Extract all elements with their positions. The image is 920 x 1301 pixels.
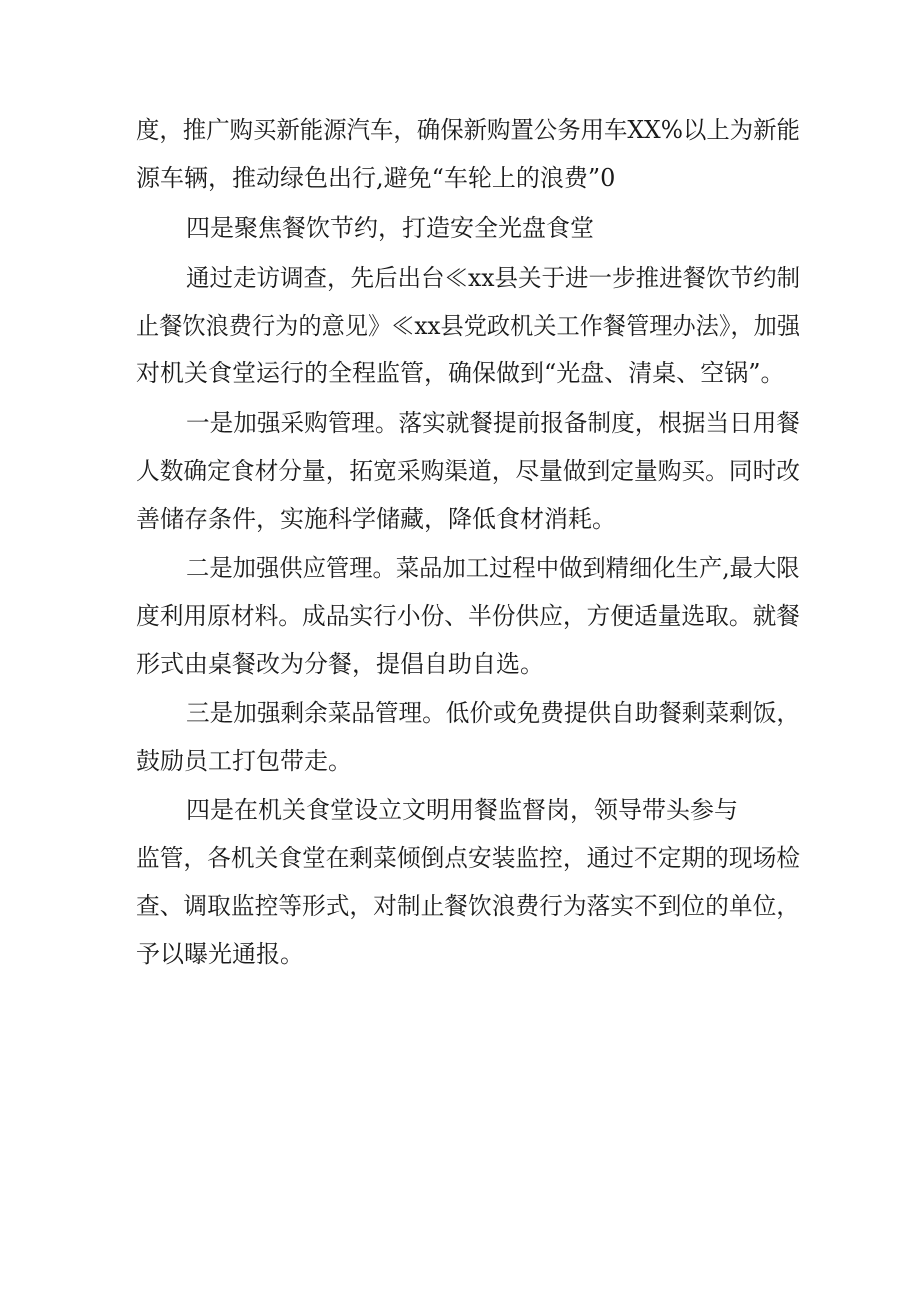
- text-line-4: 通过走访调查，先后出台≪xx县关于进一步推进餐饮节约制: [186, 264, 801, 292]
- text-line-7: 一是加强采购管理。落实就餐提前报备制度，根据当日用餐: [186, 409, 801, 437]
- text-line-10: 二是加强供应管理。菜品加工过程中做到精细化生产,最大限: [186, 554, 800, 582]
- text-line-1: 度，推广购买新能源汽车，确保新购置公务用车XX%以上为新能: [136, 116, 800, 144]
- text-line-18: 予以曝光通报。: [136, 940, 304, 968]
- text-line-5: 止餐饮浪费行为的意见》≪xx县党政机关工作餐管理办法》，加强: [136, 312, 801, 340]
- text-line-16: 监管，各机关食堂在剩菜倾倒点安装监控，通过不定期的现场检: [136, 844, 801, 872]
- text-line-13: 三是加强剩余菜品管理。低价或免费提供自助餐剩菜剩饭，: [186, 699, 801, 727]
- text-line-11: 度利用原材料。成品实行小份、半份供应，方便适量选取。就餐: [136, 602, 801, 630]
- text-line-2: 源车辆，推动绿色出行,避免“车轮上的浪费”0: [136, 164, 616, 192]
- text-line-6: 对机关食堂运行的全程监管，确保做到“光盘、清桌、空锅”。: [136, 359, 785, 387]
- text-line-9: 善储存条件，实施科学储藏，降低食材消耗。: [136, 505, 616, 533]
- text-line-8: 人数确定食材分量，拓宽采购渠道，尽量做到定量购买。同时改: [136, 457, 801, 485]
- section-heading: 四是聚焦餐饮节约，打造安全光盘食堂: [186, 214, 594, 242]
- text-line-14: 鼓励员工打包带走。: [136, 747, 352, 775]
- text-line-15: 四是在机关食堂设立文明用餐监督岗，领导带头参与: [186, 796, 738, 824]
- text-line-17: 查、调取监控等形式，对制止餐饮浪费行为落实不到位的单位，: [136, 892, 801, 920]
- text-line-12: 形式由桌餐改为分餐，提倡自助自选。: [136, 650, 544, 678]
